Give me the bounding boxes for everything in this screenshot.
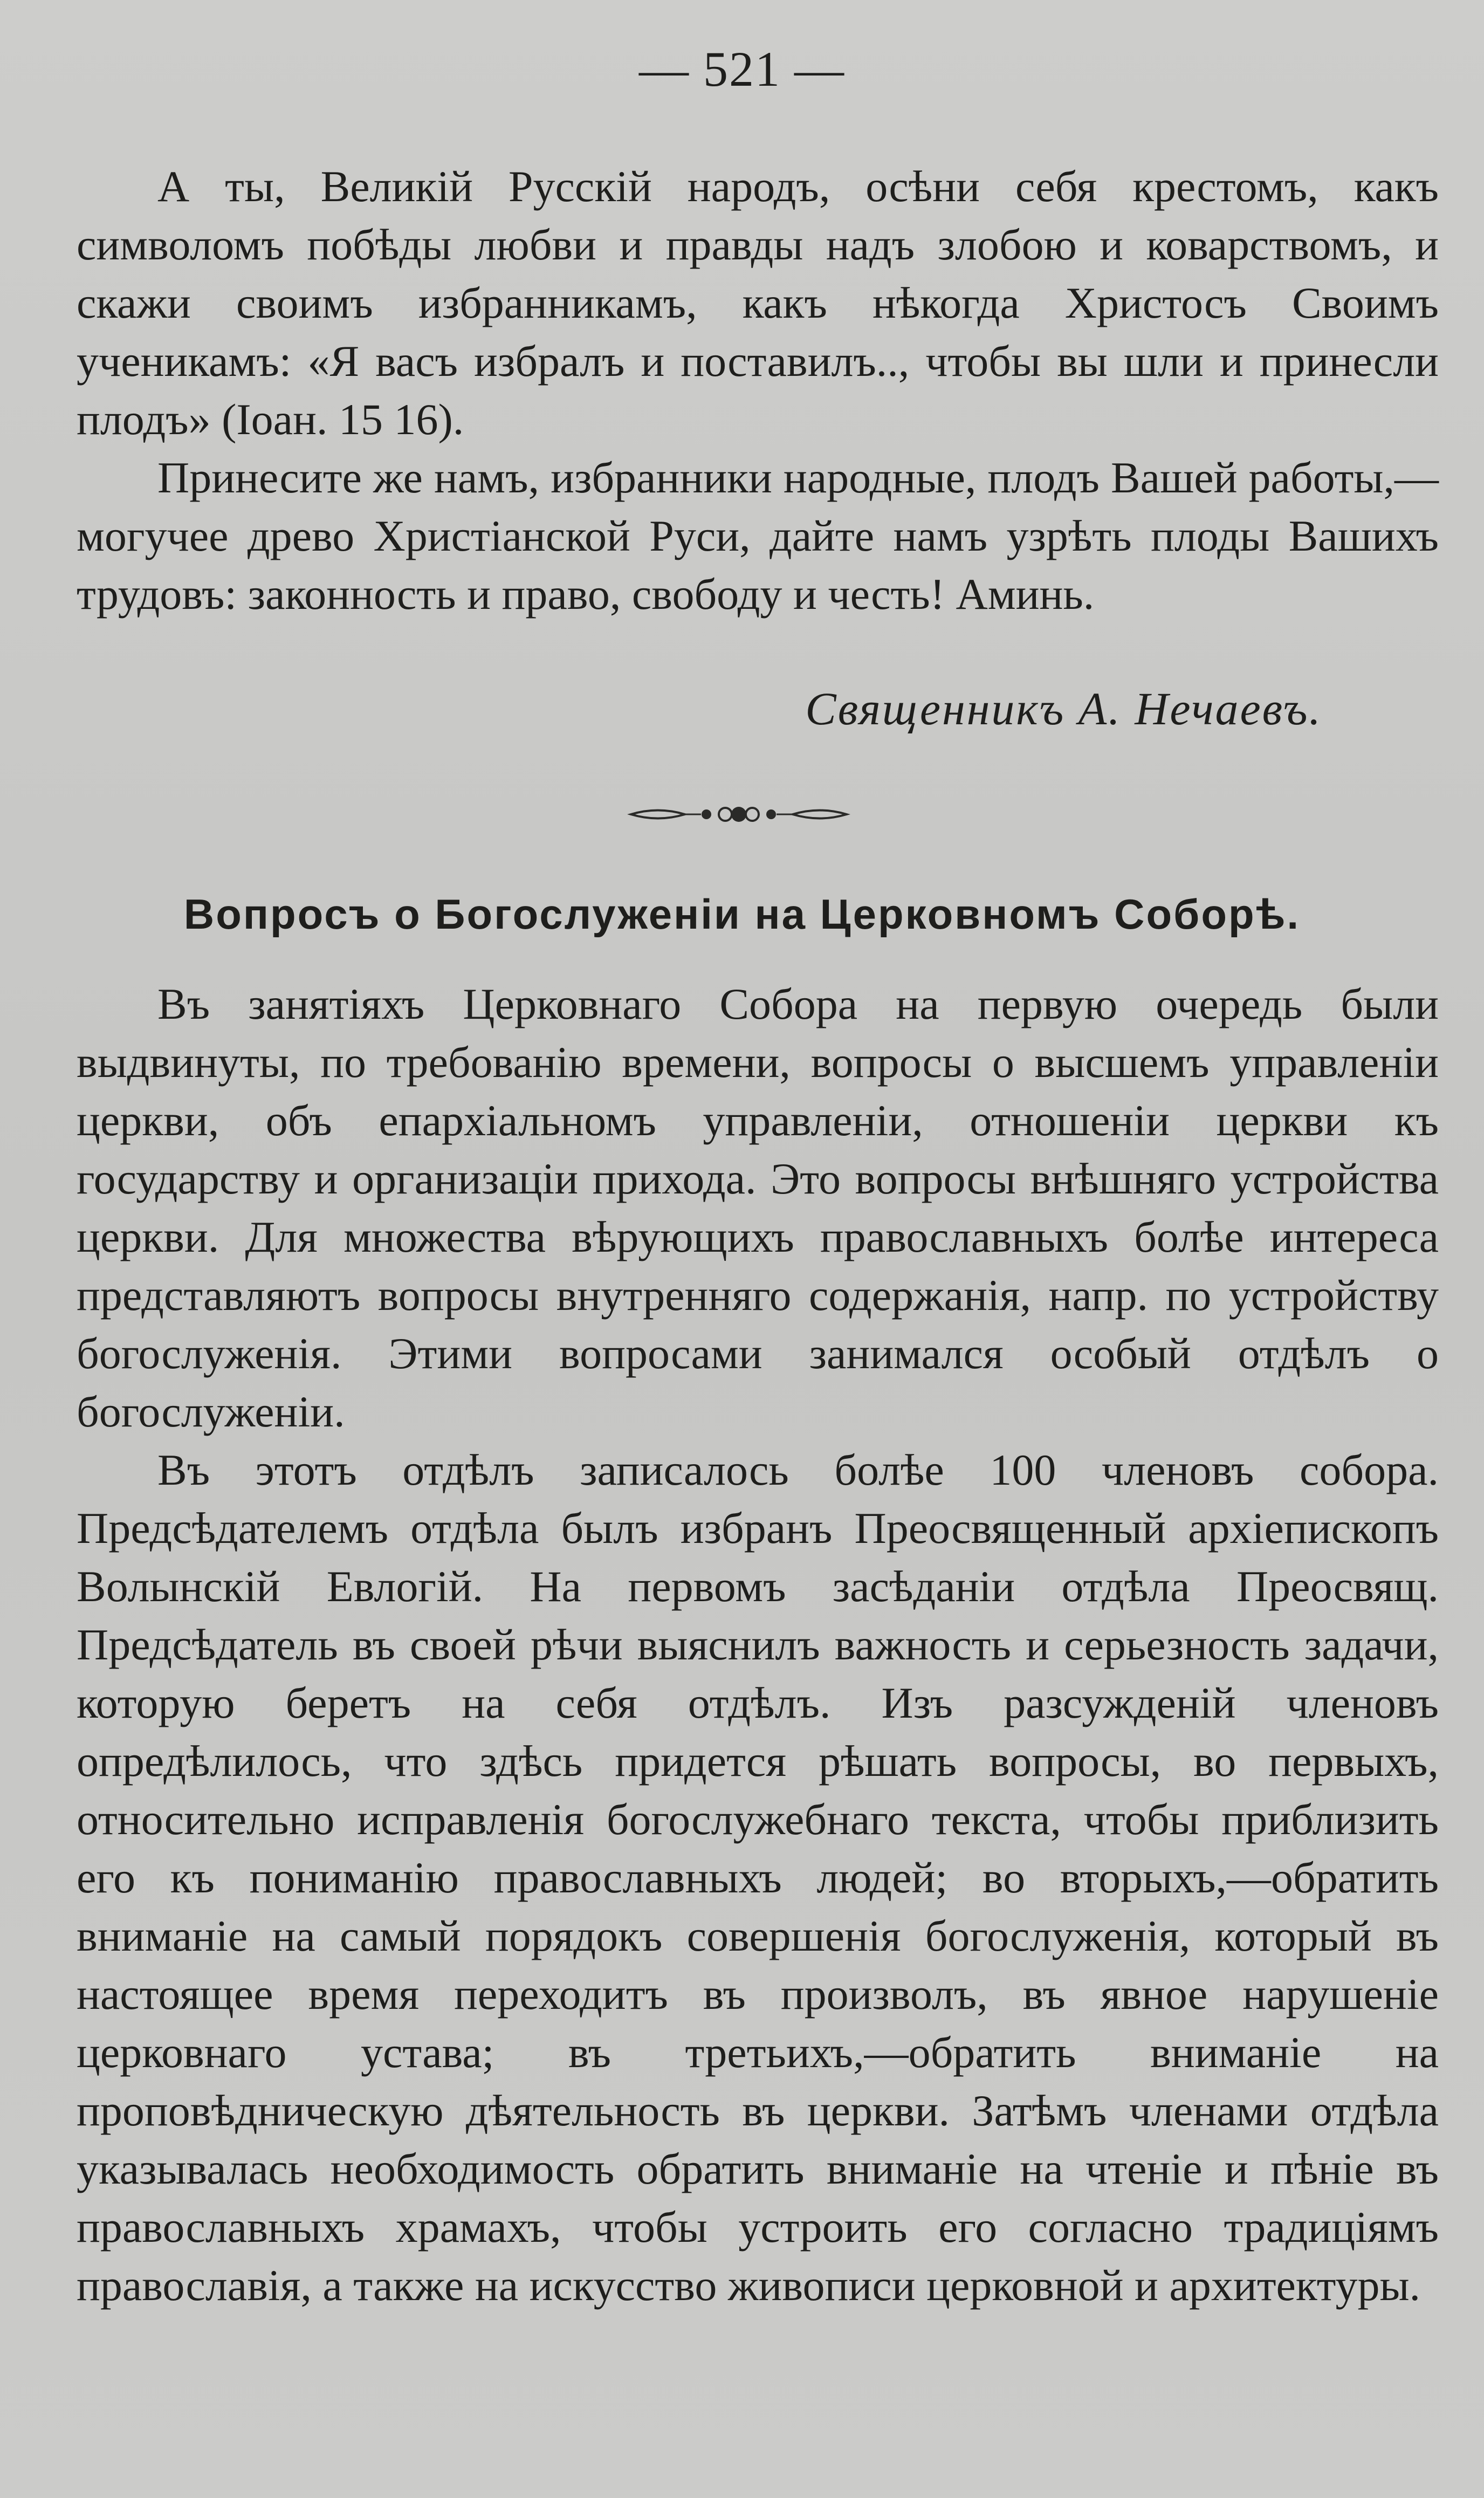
article-text	[77, 975, 1439, 2315]
sermon-paragraph-2: Принесите же намъ, избранники народные, плодъ Вашей работы,—могучее древо Христіанской Руси, дайте намъ узрѣть плоды Вашихъ трудовъ: законность и право, свободу и честь! Аминь.	[77, 453, 1439, 619]
article-paragraph-2: Въ этотъ отдѣлъ записалось болѣе 100 членовъ собора. Предсѣдателемъ отдѣла былъ избранъ Преосвященный архіепископъ Волынскій Евлогій. На первомъ засѣданіи отдѣла Преосвящ. Предсѣдатель въ своей рѣчи выяснилъ важность и серьезность задачи, которую беретъ на себя отдѣлъ. Изъ разсужденій членовъ опредѣлилось, что здѣсь придется рѣшать вопросы, во первыхъ, относительно исправленія богослужебнаго текста, чтобы приблизить его къ пониманію православныхъ людей; во вторыхъ,—обратить вниманіе на самый порядокъ совершенія богослуженія, который въ настоящее время переходитъ въ произволъ, въ явное нарушеніе церковнаго устава; въ третьихъ,—обратить вниманіе на проповѣдническую дѣятельность въ церкви. Затѣмъ членами отдѣла указывалась необходимость обратить вниманіе на чтеніе и пѣніе въ православныхъ храмахъ, чтобы устроить его согласно традиціямъ православія, а также на искусство живописи церковной и архитектуры.	[77, 1445, 1439, 2310]
sermon-paragraph-1: А ты, Великій Русскій народъ, осѣни себя крестомъ, какъ символомъ побѣды любви и правды надъ злобою и коварствомъ, и скажи своимъ избранникамъ, какъ нѣкогда Христосъ Своимъ ученикамъ: «Я васъ избралъ и поставилъ.., чтобы вы шли и принесли плодъ» (Іоан. 15 16).	[77, 162, 1439, 444]
signature: Священникъ А. Нечаевъ.	[805, 683, 1322, 735]
article-title: Вопросъ о Богослуженіи на Церковномъ Соборѣ.	[183, 890, 1301, 938]
page-number: — 521 —	[639, 42, 845, 97]
article-paragraph-1: Въ занятіяхъ Церковнаго Собора на первую очередь были выдвинуты, по требованію времени, вопросы о высшемъ управленіи церкви, объ епархіальномъ управленіи, отношеніи церкви къ государству и организаціи прихода. Это вопросы внѣшняго устройства церкви. Для множества вѣрующихъ православныхъ болѣе интереса представляютъ вопросы внутренняго содержанія, напр. по устройству богослуженія. Этими вопросами занимался особый отдѣлъ о богослуженіи.	[77, 979, 1439, 1436]
divider-ornament-icon	[626, 795, 852, 833]
sermon-text	[77, 157, 1439, 623]
